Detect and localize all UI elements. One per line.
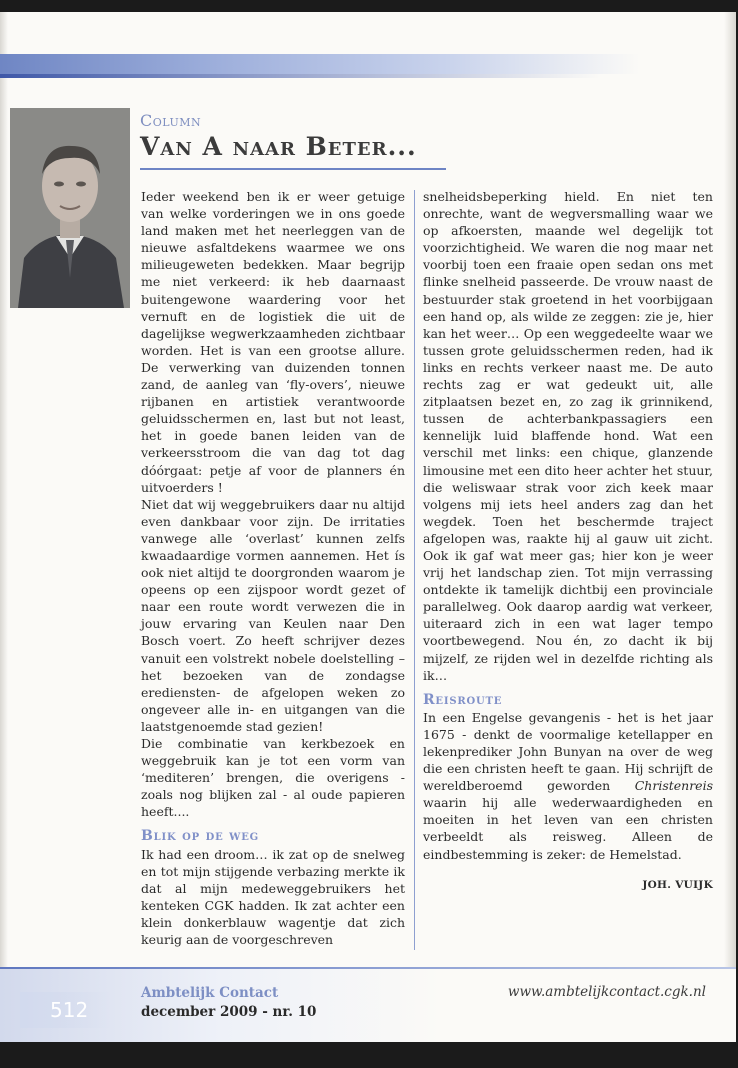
subheading-blik-op-de-weg: Blik op de weg [141,828,259,845]
column-left [141,188,405,948]
paragraph: Ieder weekend ben ik er weer getuige van welke vorderingen we in ons goede land maken met het neerleggen van de nieuwe asfaltdekens waarmee we ons milieugeweten bedekken. Maar begrijp me niet verkeerd: ik heb daarnaast buitengewone waardering voor het vernuft en de logistiek die uit de dagelijkse wegwerkzaamheden zichtbaar worden. Het is van een grootse allure. De verwerking van duizenden tonnen zand, de aanleg van ‘fly-overs’, nieuwe rijbanen en artistiek verantwoorde geluidsschermen en, last but not least, het in goede banen leiden van de verkeersstroom die van dag tot dag dóórgaat: petje af voor de planners én uitvoerders ! [141,189,405,495]
footer-background [0,969,736,1042]
paragraph: Die combinatie van kerkbezoek en weggebruik kan je tot een vorm van ‘mediteren’ brengen, die overigens - zoals nog blijken zal - al oude papieren heeft.... [141,736,405,820]
publication-name: Ambtelijk Contact [141,985,279,1001]
subheading-reisroute: Reisroute [423,691,503,708]
article-title: Van A naar Beter... [140,132,446,170]
footer-publication [141,984,316,1022]
article-header [140,112,446,170]
paragraph [423,709,713,863]
column-divider [414,190,415,950]
magazine-page [0,12,736,1042]
header-band-line [0,74,600,78]
binding-shadow [0,12,8,1042]
section-kicker: Column [140,111,202,130]
author-portrait-icon [10,108,130,308]
paragraph: Niet dat wij weggebruikers daar nu altijd even dankbaar voor zijn. De irritaties vanwege alle ‘overlast’ kunnen zelfs kwaadaardige vormen aannemen. Het ís ook niet altijd te doorgronden waarom je opeens op een zijspoor wordt gezet of naar een route wordt verwezen die in jouw ervaring van Keulen naar Den Bosch voert. Zo heeft schrijver dezes vanuit een volstrekt nobele doelstelling –het bezoeken van de zondagse erediensten- de afgelopen weken zo ongeveer alle in- en uitgangen van die laatstgenoemde stad gezien! [141,496,405,734]
page-number: 512 [20,992,110,1028]
author-photo [10,108,130,308]
paragraph-text: waarin hij alle wederwaardigheden en moeiten in het leven van een christen verbeeldt als reisweg. Alleen de eindbestemming is zeker: de Hemelstad. [423,795,713,862]
column-right [423,188,713,894]
issue-info: december 2009 - nr. 10 [141,1004,317,1020]
author-signature: JOH. VUIJK [642,878,713,891]
page-edge [724,12,736,1042]
paragraph: snelheidsbeperking hield. En niet ten onrechte, want de wegversmalling waar we op afkoersten, maande wel degelijk tot voorzichtigheid. We waren die nog maar net voorbij toen een fraaie open sedan ons met flinke snelheid passeerde. De vrouw naast de bestuurder stak groetend in het voorbijgaan een hand op, als wilde ze zeggen: zie je, hier kan het weer… Op een weggedeelte waar we tussen grote geluidsschermen reden, had ik links en rechts verkeer naast me. De auto rechts zag er wat gedeukt uit, alle zitplaatsen bezet en, zo zag ik grinnikend, tussen de achterbankpassagiers een kennelijk luid blaffende hond. Wat een verschil met links: een chique, glanzende limousine met een dito heer achter het stuur, die weliswaar strak voor zich keek maar volgens mij iets heel anders zag dan het wegdek. Toen het beschermde traject afgelopen was, raakte hij al gauw uit zicht. Ook ik gaf wat meer gas; hier kon je weer vrij het landschap zien. Tot mijn verrassing ontdekte ik tamelijk dichtbij een provinciale parallelweg. Ook daarop aardig wat verkeer, uiteraard zich in een wat lager tempo voortbewegend. Nou én, zo dacht ik bij mijzelf, ze rijden wel in dezelfde richting als ik… [423,189,713,683]
footer-rule [0,967,736,969]
header-band [0,54,640,74]
paragraph: Ik had een droom… ik zat op de snelweg en tot mijn stijgende verbazing merkte ik dat al mijn medeweggebruikers het kenteken CGK hadden. Ik zat achter een klein donkerblauw wagentje dat zich keurig aan de voorgeschreven [141,846,405,948]
website-link[interactable]: www.ambtelijkcontact.cgk.nl [507,984,706,1000]
book-title: Christenreis [634,778,713,794]
paragraph-text: In een Engelse gevangenis - het is het jaar 1675 - denkt de voormalige ketellapper en lekenprediker John Bunyan na over de weg die een christen heeft te gaan. Hij schrijft de wereldberoemd geworden [423,709,713,794]
